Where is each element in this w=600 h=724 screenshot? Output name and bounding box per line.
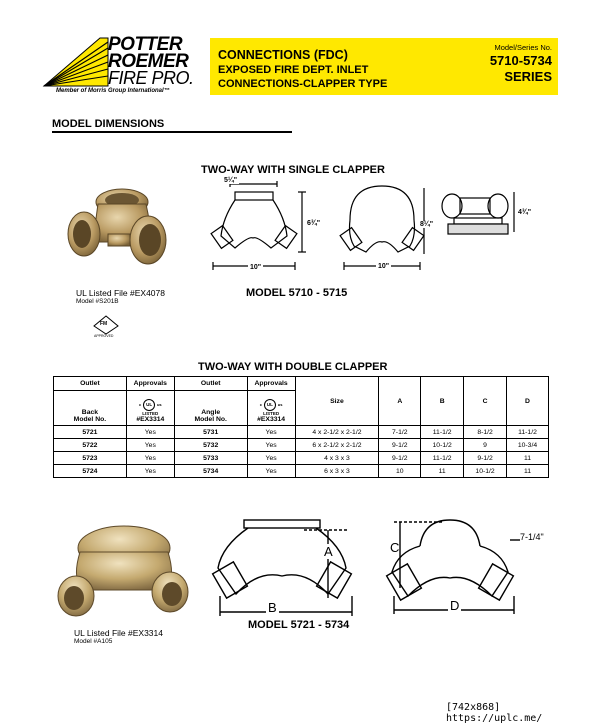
dim-front-width: 10" bbox=[250, 264, 262, 271]
model-series-label: Model/Series No. bbox=[494, 43, 552, 52]
ex-back: #EX3314 bbox=[136, 416, 165, 423]
logo-line-2: ROEMER bbox=[108, 51, 189, 72]
section-divider bbox=[52, 131, 292, 133]
cell-angle-model: 5733 bbox=[174, 452, 247, 465]
dim-c-label: C bbox=[390, 540, 400, 555]
sub-ul-back bbox=[126, 391, 174, 426]
cell-d: 11 bbox=[507, 452, 549, 465]
cell-approval-angle: Yes bbox=[247, 452, 295, 465]
member-tagline: Member of Morris Group International™ bbox=[56, 88, 170, 94]
logo-line-3: FIRE PRO. bbox=[108, 68, 194, 88]
ul-listed-2: LISTED bbox=[263, 411, 280, 416]
dim-side-height: 8¼" bbox=[420, 221, 434, 228]
double-ul-listed: UL Listed File #EX3314 bbox=[74, 628, 163, 638]
cell-d: 11 bbox=[507, 465, 549, 478]
cell-angle-model: 5732 bbox=[174, 439, 247, 452]
sub-ul-angle bbox=[247, 391, 295, 426]
head-size: Size bbox=[295, 377, 379, 426]
cell-c: 10-1/2 bbox=[464, 465, 507, 478]
cell-size: 4 x 2-1/2 x 2-1/2 bbox=[295, 426, 379, 439]
cell-back-model: 5721 bbox=[54, 426, 127, 439]
cell-approval-back: Yes bbox=[126, 426, 174, 439]
header-title-2: EXPOSED FIRE DEPT. INLET bbox=[218, 64, 369, 76]
cell-approval-back: Yes bbox=[126, 439, 174, 452]
single-clapper-front-drawing bbox=[205, 178, 315, 278]
sub-angle: Angle bbox=[201, 409, 221, 416]
section-title: MODEL DIMENSIONS bbox=[52, 118, 165, 130]
cell-d: 11-1/2 bbox=[507, 426, 549, 439]
ul-c-2: c bbox=[259, 402, 262, 407]
dimensions-table bbox=[53, 376, 549, 478]
ul-mark-2: UL bbox=[264, 399, 276, 411]
cell-approval-angle: Yes bbox=[247, 465, 295, 478]
cell-a: 7-1/2 bbox=[379, 426, 421, 439]
model-series-number: 5710-5734 bbox=[489, 53, 552, 68]
double-clapper-photo bbox=[54, 518, 194, 628]
ex-angle: #EX3314 bbox=[257, 416, 286, 423]
cell-approval-back: Yes bbox=[126, 452, 174, 465]
logo-graphic bbox=[42, 36, 112, 88]
table-body bbox=[54, 426, 549, 478]
head-a: A bbox=[379, 377, 421, 426]
cell-size: 6 x 3 x 3 bbox=[295, 465, 379, 478]
cell-angle-model: 5731 bbox=[174, 426, 247, 439]
dim-side-width: 10" bbox=[378, 263, 390, 270]
dim-side-label: 7-1/4" bbox=[520, 532, 544, 542]
head-approvals-angle: Approvals bbox=[247, 377, 295, 391]
single-ul-listed: UL Listed File #EX4078 bbox=[76, 288, 165, 298]
header-title-3: CONNECTIONS-CLAPPER TYPE bbox=[218, 78, 388, 90]
series-label: SERIES bbox=[504, 69, 552, 84]
ul-c-1: c bbox=[138, 402, 142, 407]
sub-model-no-back: Model No. bbox=[73, 416, 107, 423]
dim-top-height: 4¾" bbox=[518, 209, 532, 216]
double-model-caption: MODEL 5721 - 5734 bbox=[248, 619, 350, 631]
head-approvals-back: Approvals bbox=[126, 377, 174, 391]
ul-mark-1: UL bbox=[143, 399, 155, 411]
head-d: D bbox=[507, 377, 549, 426]
dim-front-height: 6¾" bbox=[307, 220, 321, 227]
double-clapper-title: TWO-WAY WITH DOUBLE CLAPPER bbox=[198, 361, 388, 373]
cell-c: 9 bbox=[464, 439, 507, 452]
cell-b: 11 bbox=[421, 465, 464, 478]
table-row bbox=[54, 439, 549, 452]
cell-a: 9-1/2 bbox=[379, 452, 421, 465]
single-clapper-top-drawing bbox=[438, 188, 518, 240]
double-clapper-front-drawing bbox=[208, 516, 358, 616]
cell-c: 9-1/2 bbox=[464, 452, 507, 465]
cell-size: 4 x 3 x 3 bbox=[295, 452, 379, 465]
head-outlet-back: Outlet bbox=[54, 377, 127, 391]
logo-wordmark bbox=[108, 36, 194, 87]
cell-a: 9-1/2 bbox=[379, 439, 421, 452]
cell-approval-angle: Yes bbox=[247, 426, 295, 439]
ul-us-2: us bbox=[277, 402, 283, 407]
cell-approval-back: Yes bbox=[126, 465, 174, 478]
footer-watermark: [742x868] https://uplc.me/ bbox=[446, 702, 543, 724]
dim-a-label: A bbox=[324, 544, 333, 559]
cell-b: 11-1/2 bbox=[421, 426, 464, 439]
cell-b: 10-1/2 bbox=[421, 439, 464, 452]
dim-b-label: B bbox=[268, 600, 277, 615]
ul-us-1: us bbox=[156, 402, 162, 407]
header-title-1: CONNECTIONS (FDC) bbox=[218, 48, 348, 62]
head-c: C bbox=[464, 377, 507, 426]
sub-back: Back bbox=[81, 409, 99, 416]
single-clapper-title: TWO-WAY WITH SINGLE CLAPPER bbox=[201, 164, 385, 176]
fm-mark-text: FM bbox=[100, 321, 108, 327]
logo-line-1: POTTER bbox=[108, 34, 183, 55]
single-clapper-photo bbox=[64, 182, 174, 287]
cell-c: 8-1/2 bbox=[464, 426, 507, 439]
cell-size: 6 x 2-1/2 x 2-1/2 bbox=[295, 439, 379, 452]
table-row bbox=[54, 426, 549, 439]
cell-b: 11-1/2 bbox=[421, 452, 464, 465]
fm-approved-text: APPROVED bbox=[94, 334, 114, 338]
cell-a: 10 bbox=[379, 465, 421, 478]
ul-listed-1: LISTED bbox=[142, 411, 159, 416]
sub-back-model bbox=[54, 391, 127, 426]
cell-back-model: 5724 bbox=[54, 465, 127, 478]
cell-back-model: 5723 bbox=[54, 452, 127, 465]
table-row bbox=[54, 465, 549, 478]
cell-approval-angle: Yes bbox=[247, 439, 295, 452]
head-outlet-angle: Outlet bbox=[174, 377, 247, 391]
dim-top-width: 5¼" bbox=[224, 177, 238, 184]
sub-angle-model bbox=[174, 391, 247, 426]
cell-back-model: 5722 bbox=[54, 439, 127, 452]
cell-d: 10-3/4 bbox=[507, 439, 549, 452]
double-model-ref: Model #A105 bbox=[74, 638, 113, 645]
table-row bbox=[54, 452, 549, 465]
single-model-ref: Model #S201B bbox=[76, 298, 119, 305]
single-model-caption: MODEL 5710 - 5715 bbox=[246, 287, 348, 299]
head-b: B bbox=[421, 377, 464, 426]
cell-angle-model: 5734 bbox=[174, 465, 247, 478]
table-header-row bbox=[54, 377, 549, 391]
sub-model-no-angle: Model No. bbox=[194, 416, 227, 423]
dim-d-label: D bbox=[450, 598, 460, 613]
